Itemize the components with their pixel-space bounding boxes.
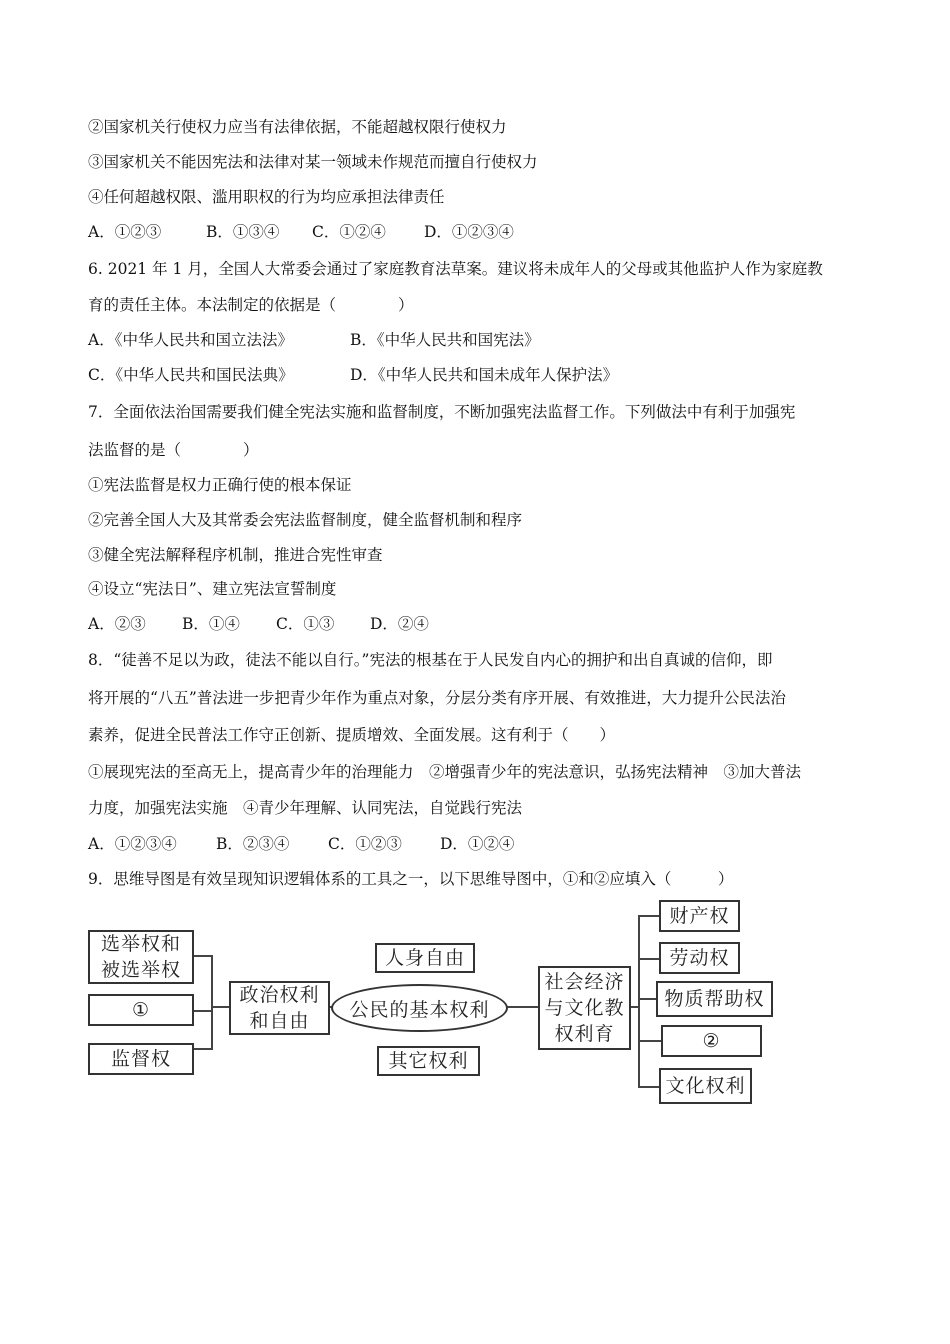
mindmap-other-rights: 其它权利 — [377, 1046, 480, 1076]
q8-option-b[interactable]: B．②③④ — [216, 835, 290, 853]
connector — [638, 958, 659, 960]
q6-stem-line-1: 6. 2021 年 1 月，全国人大常委会通过了家庭教育法草案。建议将未成年人的父母或其他监护人作为家庭教 — [88, 260, 823, 278]
mindmap-property-right: 财产权 — [659, 900, 740, 932]
mindmap-blank-2: ② — [661, 1025, 762, 1057]
q6-stem-line-2: 育的责任主体。本法制定的依据是（ ） — [88, 296, 414, 314]
q6-option-c[interactable]: C．《中华人民共和国民法典》 — [88, 366, 294, 384]
connector — [638, 915, 659, 917]
connector — [211, 955, 213, 1050]
mindmap-material-assistance-right: 物质帮助权 — [656, 981, 773, 1017]
q6-option-a[interactable]: A．《中华人民共和国立法法》 — [88, 331, 293, 349]
q7-stem-line-2: 法监督的是（ ） — [88, 441, 259, 459]
mindmap-center: 公民的基本权利 — [331, 984, 508, 1032]
q9-stem-line-1: 9．思维导图是有效呈现知识逻辑体系的工具之一，以下思维导图中，①和②应填入（ ） — [88, 870, 734, 888]
mindmap-blank-1: ① — [88, 994, 194, 1026]
q5-option-d[interactable]: D．①②③④ — [424, 223, 514, 241]
q7-option-b[interactable]: B．①④ — [182, 615, 240, 633]
q7-item-4: ④设立“宪法日”、建立宪法宣誓制度 — [88, 580, 337, 598]
q7-stem-line-1: 7．全面依法治国需要我们健全宪法实施和监督制度，不断加强宪法监督工作。下列做法中有利于加强宪 — [88, 403, 796, 421]
q7-option-d[interactable]: D．②④ — [370, 615, 429, 633]
q5-item-4: ④任何超越权限、滥用职权的行为均应承担法律责任 — [88, 188, 445, 206]
connector — [211, 1006, 229, 1008]
q7-item-1: ①宪法监督是权力正确行使的根本保证 — [88, 476, 352, 494]
q5-item-2: ②国家机关行使权力应当有法律依据，不能超越权限行使权力 — [88, 118, 507, 136]
q5-item-3: ③国家机关不能因宪法和法律对某一领域未作规范而擅自行使权力 — [88, 153, 538, 171]
q7-option-c[interactable]: C．①③ — [276, 615, 335, 633]
q6-option-b[interactable]: B．《中华人民共和国宪法》 — [350, 331, 540, 349]
q7-option-a[interactable]: A．②③ — [88, 615, 146, 633]
q5-option-b[interactable]: B．①③④ — [206, 223, 280, 241]
q8-items-line-1: ①展现宪法的至高无上，提高青少年的治理能力 ②增强青少年的宪法意识，弘扬宪法精神 ③加大普法 — [88, 763, 802, 781]
q8-stem-line-2: 将开展的“八五”普法进一步把青少年作为重点对象，分层分类有序开展、有效推进，大力提升公民法治 — [88, 689, 786, 707]
q5-option-a[interactable]: A．①②③ — [88, 223, 162, 241]
connector — [638, 1040, 661, 1042]
connector — [638, 1086, 659, 1088]
mindmap-socioeconomic-rights: 社会经济与文化教权利育 — [538, 966, 631, 1050]
connector — [193, 1048, 212, 1050]
connector — [638, 915, 640, 1088]
mindmap-personal-freedom: 人身自由 — [375, 943, 475, 973]
mindmap-labor-right: 劳动权 — [659, 942, 740, 974]
connector — [638, 998, 656, 1000]
mindmap-left-item-supervision: 监督权 — [88, 1043, 194, 1075]
q6-option-d[interactable]: D．《中华人民共和国未成年人保护法》 — [350, 366, 619, 384]
mindmap-political-rights: 政治权利和自由 — [229, 981, 330, 1035]
q8-option-c[interactable]: C．①②③ — [328, 835, 402, 853]
q8-option-a[interactable]: A．①②③④ — [88, 835, 177, 853]
q8-option-d[interactable]: D．①②④ — [440, 835, 515, 853]
mindmap-left-item-voting-rights: 选举权和被选举权 — [88, 930, 194, 984]
q7-item-2: ②完善全国人大及其常委会宪法监督制度，健全监督机制和程序 — [88, 511, 523, 529]
connector — [193, 1010, 212, 1012]
q8-stem-line-3: 素养，促进全民普法工作守正创新、提质增效、全面发展。这有利于（ ） — [88, 726, 616, 744]
q8-items-line-2: 力度，加强宪法实施 ④青少年理解、认同宪法，自觉践行宪法 — [88, 799, 523, 817]
mindmap-cultural-rights: 文化权利 — [659, 1068, 752, 1104]
connector — [506, 1006, 538, 1008]
q8-stem-line-1: 8．“徒善不足以为政，徒法不能以自行。”宪法的根基在于人民发自内心的拥护和出自真诚的信仰，即 — [88, 651, 773, 669]
q5-option-c[interactable]: C．①②④ — [312, 223, 386, 241]
q7-item-3: ③健全宪法解释程序机制，推进合宪性审查 — [88, 546, 383, 564]
connector — [193, 955, 212, 957]
